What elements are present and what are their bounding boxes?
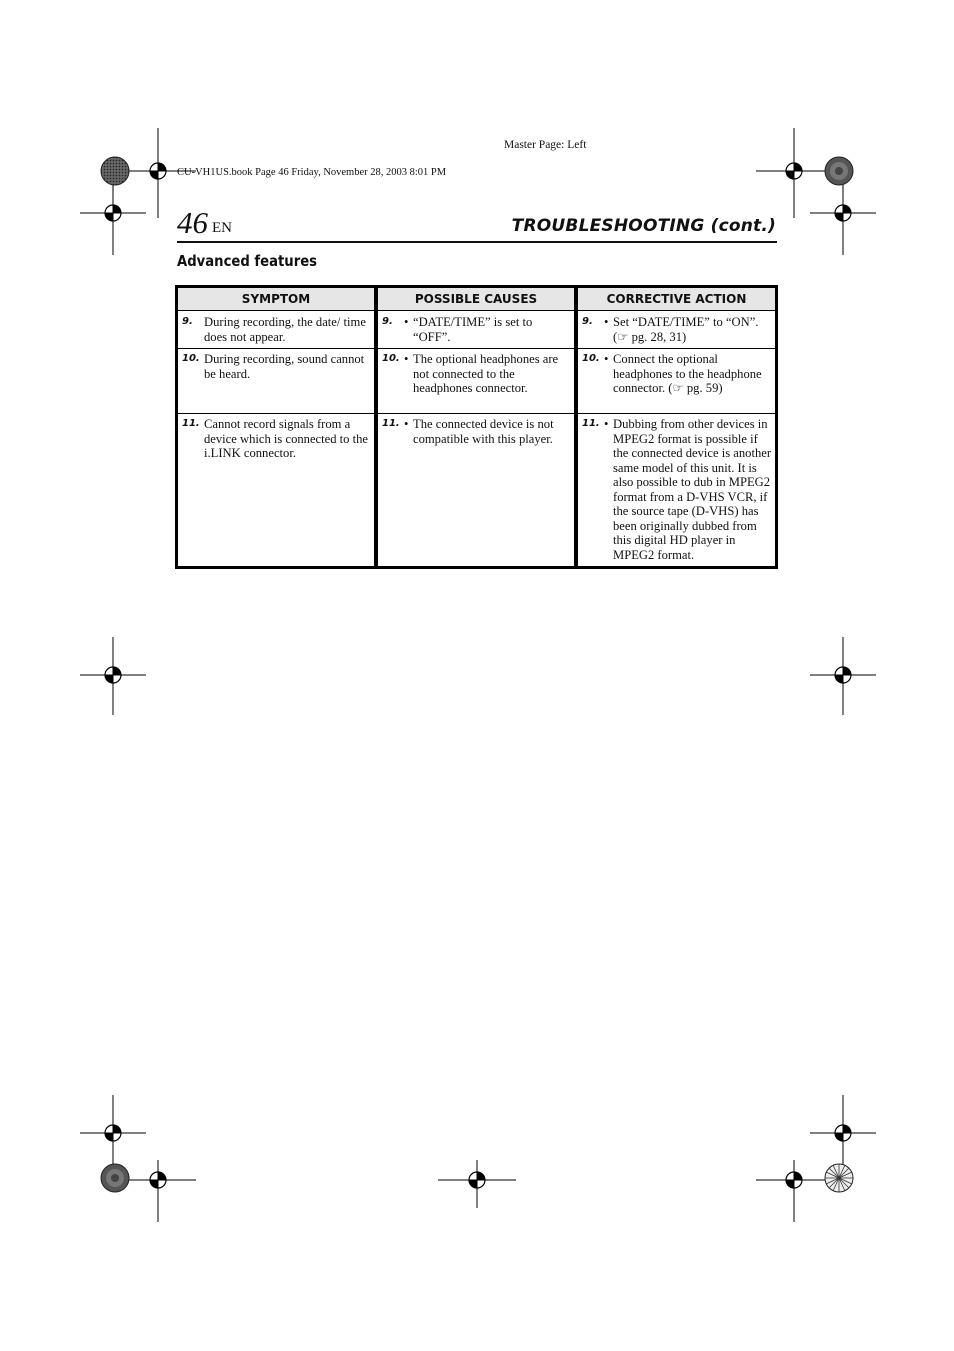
symptom-text: During recording, sound cannot be heard.: [204, 352, 365, 381]
cause-text: The optional headphones are not connected to the headphones connector.: [413, 352, 559, 395]
action-text: Set “DATE/TIME” to “ON”. (☞ pg. 28, 31): [613, 315, 759, 344]
symptom-text: Cannot record signals from a device which is connected to the i.LINK connector.: [204, 417, 369, 460]
row-number: 11.: [382, 418, 400, 429]
bullet: •: [604, 315, 609, 329]
action-text: Dubbing from other devices in MPEG2 format is possible if the connected device is another same model of this unit. It is also possible to dub in MPEG2 format from a D-VHS VCR, if the source tape (D-VHS) has been originally dubbed from this digital HD player in MPEG2 format.: [613, 417, 772, 562]
bullet: •: [404, 417, 409, 431]
registration-crosshair-icon: [810, 637, 876, 715]
bullet: •: [604, 417, 609, 431]
print-rosette-icon: [824, 1163, 854, 1193]
print-rosette-icon: [824, 156, 854, 186]
symptom-header: SYMPTOM: [178, 288, 374, 311]
troubleshooting-table: [175, 285, 778, 569]
row-number: 9.: [582, 316, 593, 327]
registration-crosshair-icon: [756, 1160, 832, 1222]
book-info-line: CU-VH1US.book Page 46 Friday, November 28, 2003 8:01 PM: [177, 167, 447, 178]
symptom-column: [178, 288, 374, 566]
causes-column: [378, 288, 574, 566]
registration-crosshair-icon: [80, 637, 146, 715]
row-number: 11.: [582, 418, 600, 429]
row-number: 9.: [382, 316, 393, 327]
action-header: CORRECTIVE ACTION: [578, 288, 775, 311]
print-rosette-icon: [100, 156, 130, 186]
section-title: Advanced features: [177, 252, 318, 270]
bullet: •: [604, 352, 609, 366]
action-text: Connect the optional headphones to the headphone connector. (☞ pg. 59): [613, 352, 762, 395]
page-number: 46: [177, 205, 208, 240]
cause-text: The connected device is not compatible with this player.: [413, 417, 554, 446]
action-column: [578, 288, 775, 566]
bullet: •: [404, 352, 409, 366]
page-heading: TROUBLESHOOTING (cont.): [511, 216, 776, 236]
row-number: 10.: [382, 353, 400, 364]
row-number: 9.: [182, 316, 193, 327]
header-rule: [177, 241, 777, 243]
causes-header: POSSIBLE CAUSES: [378, 288, 574, 311]
row-number: 10.: [182, 353, 200, 364]
cause-text: “DATE/TIME” is set to “OFF”.: [413, 315, 533, 344]
registration-crosshair-icon: [756, 128, 832, 218]
symptom-text: During recording, the date/ time does not appear.: [204, 315, 366, 344]
bullet: •: [404, 315, 409, 329]
language-code: EN: [212, 220, 232, 236]
registration-crosshair-icon: [438, 1160, 516, 1208]
row-number: 10.: [582, 353, 600, 364]
print-rosette-icon: [100, 1163, 130, 1193]
master-page-label: Master Page: Left: [504, 139, 587, 151]
registration-crosshair-icon: [120, 128, 196, 218]
registration-crosshair-icon: [120, 1160, 196, 1222]
row-number: 11.: [182, 418, 200, 429]
